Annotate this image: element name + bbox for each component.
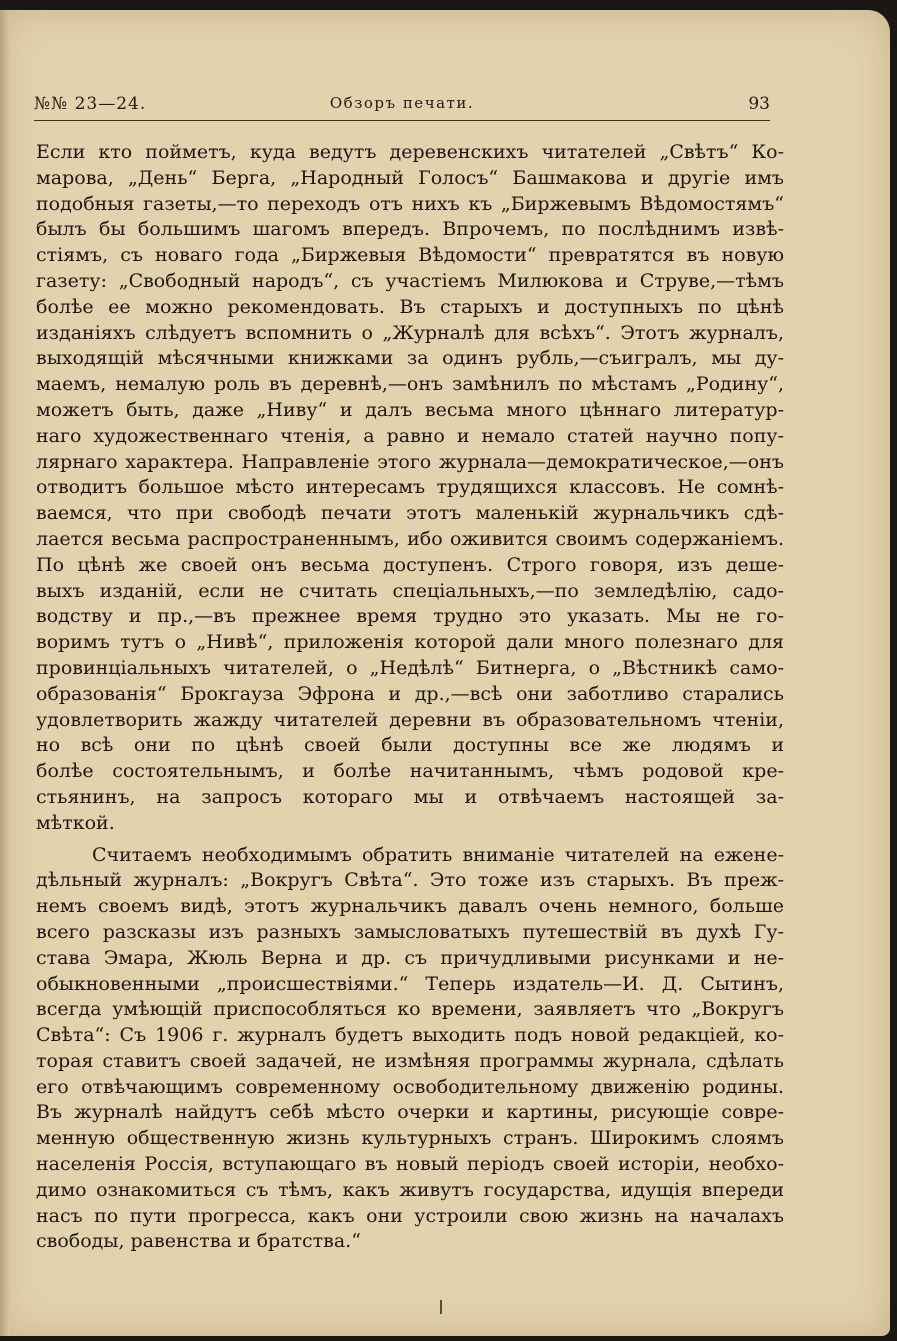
header-rule	[34, 120, 770, 121]
text-line: населенія Россія, вступающаго въ новый періодъ своей исторіи, необхо-	[36, 1153, 784, 1176]
text-line: Свѣта“: Съ 1906 г. журналъ будетъ выходить подъ новой редакціей, ко-	[36, 1024, 784, 1047]
text-line: става Эмара, Жюль Верна и др. съ причудливыми рисунками и не-	[36, 946, 784, 969]
text-line: изданіяхъ слѣдуетъ вспомнить о „Журналѣ для всѣхъ“. Этотъ журналъ,	[36, 321, 784, 344]
text-line: димо ознакомиться съ тѣмъ, какъ живутъ государства, идущія впереди	[36, 1178, 784, 1201]
text-line: По цѣнѣ же своей онъ весьма доступенъ. Строго говоря, изъ деше-	[36, 553, 784, 576]
text-line: торая ставитъ своей задачей, не измѣняя программы журнала, сдѣлать	[36, 1049, 784, 1072]
text-line: стіямъ, съ новаго года „Биржевыя Вѣдомости“ превратятся въ новую	[36, 244, 784, 267]
text-line: марова, „День“ Берга, „Народный Голосъ“ Башмакова и другіе имъ	[36, 166, 784, 189]
text-line: всего разсказы изъ разныхъ замысловатыхъ путешествій въ духѣ Гу-	[36, 920, 784, 943]
text-line: удовлетворить жажду читателей деревни въ образовательномъ чтеніи,	[36, 708, 784, 731]
text-line: маемъ, немалую роль въ деревнѣ,—онъ замѣнилъ по мѣстамъ „Родину“,	[36, 373, 784, 396]
text-line: выходящій мѣсячными книжками за одинъ рубль,—съигралъ, мы ду-	[36, 347, 784, 370]
section-title: Обзоръ печати.	[329, 94, 475, 112]
text-line: немъ своемъ видѣ, этотъ журнальчикъ давалъ очень немного, больше	[36, 895, 784, 918]
text-line: свободы, равенства и братства.“	[36, 1230, 361, 1253]
text-line: его отвѣчающимъ современному освободительному движенію родины.	[36, 1075, 784, 1098]
text-line: водству и пр.,—въ прежнее время трудно это указать. Мы не го-	[36, 605, 784, 628]
text-line: обыкновенными „происшествіями.“ Теперь издатель—И. Д. Сытинъ,	[36, 972, 784, 995]
text-line: стьянинъ, на запросъ котораго мы и отвѣчаемъ настоящей за-	[36, 785, 784, 808]
text-line: мѣткой.	[36, 811, 115, 834]
text-line: наго художественнаго чтенія, а равно и немало статей научно попу-	[36, 424, 784, 447]
text-line: подобныя газеты,—то переходъ отъ нихъ къ „Биржевымъ Вѣдомостямъ“	[36, 192, 784, 215]
text-line: отводитъ большое мѣсто интересамъ трудящихся классовъ. Не сомнѣ-	[36, 476, 784, 499]
paragraph-1	[36, 140, 784, 837]
text-line: болѣе состоятельнымъ, и болѣе начитаннымъ, чѣмъ родовой кре-	[36, 760, 784, 783]
text-line: Въ журналѣ найдутъ себѣ мѣсто очерки и картины, рисующіе совре-	[36, 1101, 784, 1124]
text-line: менную общественную жизнь культурныхъ странъ. Широкимъ слоямъ	[36, 1127, 784, 1150]
text-line: лярнаго характера. Направленіе этого журнала—демократическое,—онъ	[36, 450, 784, 473]
text-line: воримъ тутъ о „Нивѣ“, приложенія которой дали много полезнаго для	[36, 631, 784, 654]
text-line: Если кто пойметъ, куда ведутъ деревенскихъ читателей „Свѣтъ“ Ко-	[36, 141, 784, 163]
article-body	[36, 140, 784, 1255]
text-line: но всѣ они по цѣнѣ своей были доступны все же людямъ и	[36, 734, 784, 757]
page-spine	[0, 10, 10, 1336]
text-line: образованія“ Брокгауза Эфрона и др.,—всѣ они заботливо старались	[36, 682, 784, 705]
fold-mark	[440, 1300, 448, 1314]
text-line: газету: „Свободный народъ“, съ участіемъ Милюкова и Струве,—тѣмъ	[36, 269, 784, 292]
text-line: всегда умѣющій приспособляться ко времени, заявляетъ что „Вокругъ	[36, 998, 784, 1021]
text-line: можетъ быть, даже „Ниву“ и далъ весьма много цѣннаго литератур-	[36, 398, 784, 421]
text-line: насъ по пути прогресса, какъ они устроили свою жизнь на началахъ	[36, 1204, 784, 1227]
text-line: выхъ изданій, если не считать спеціальныхъ,—по земледѣлію, садо-	[36, 579, 784, 602]
paragraph-2	[36, 843, 784, 1256]
text-line: былъ бы большимъ шагомъ впередъ. Впрочемъ, по послѣднимъ извѣ-	[36, 218, 784, 241]
text-line: болѣе ее можно рекомендовать. Въ старыхъ и доступныхъ по цѣнѣ	[36, 295, 784, 318]
page-number: 93	[748, 94, 770, 114]
text-line: провинціальныхъ читателей, о „Недѣлѣ“ Битнерга, о „Вѣстникѣ само-	[36, 656, 784, 679]
running-header	[34, 94, 770, 122]
text-line: дѣльный журналъ: „Вокругъ Свѣта“. Это тоже изъ старыхъ. Въ преж-	[36, 869, 784, 892]
text-line: Считаемъ необходимымъ обратить вниманіе читателей на еженe-	[92, 843, 784, 866]
text-line: ваемся, что при свободѣ печати этотъ маленькій журнальчикъ сдѣ-	[36, 502, 784, 525]
issue-number: №№ 23—24.	[34, 94, 147, 114]
text-line: лается весьма распространеннымъ, ибо оживится своимъ содержаніемъ.	[36, 527, 784, 550]
